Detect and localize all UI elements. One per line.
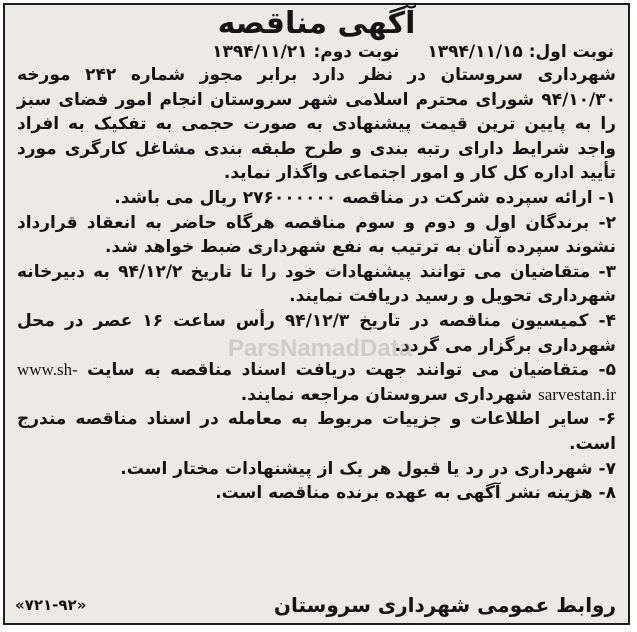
item-5-text-end: شهرداری سروستان مراجعه نمایند. <box>240 384 533 405</box>
notice-title: آگهی مناقصه <box>217 6 416 41</box>
second-publication-date: نوبت دوم: ۱۳۹۴/۱۱/۲۱ <box>212 42 400 62</box>
item-5 <box>17 358 616 407</box>
item-2: ۲- برندگان اول و دوم و سوم مناقصه هرگاه حاضر به انعقاد قرارداد نشوند سپرده آنان به ترتیب به نفع شهرداری ضبط خواهد شد. <box>17 212 616 258</box>
item-3: ۳- متقاضیان می توانند پیشنهادات خود را تا تاریخ ۹۴/۱۲/۲ به دبیرخانه شهرداری تحویل و رسید دریافت نمایند. <box>17 261 617 307</box>
notice-code: «۷۲۱-۹۲» <box>15 596 87 614</box>
notice-footer <box>15 593 616 617</box>
notice-body <box>5 63 628 506</box>
tender-notice <box>3 3 630 625</box>
item-8: ۸- هزینه نشر آگهی به عهده برنده مناقصه است. <box>215 483 616 504</box>
intro-paragraph: شهرداری سروستان در نظر دارد برابر مجوز شماره ۲۴۲ مورخه ۹۴/۱۰/۳۰ شورای محترم اسلامی شهر سروستان انجام امور فضای سبز را به پایین ترین قیمت پیشنهادی به صورت حجمی به تفکیک به افراد واجد شرایط دارای رتبه بندی و طرح طبقه بندی مشاغل کارگری مورد تأیید اداره کل کار و امور اجتماعی واگذار نماید. <box>17 65 617 184</box>
item-5-text: ۵- متقاضیان می توانند جهت دریافت اسناد مناقصه به سایت <box>87 360 616 381</box>
publication-dates <box>5 41 628 63</box>
item-4: ۴- کمیسیون مناقصه در تاریخ ۹۴/۱۲/۳ رأس ساعت ۱۶ عصر در محل شهرداری برگزار می گردد. <box>17 310 616 356</box>
first-publication-date: نوبت اول: ۱۳۹۴/۱۱/۱۵ <box>427 42 614 62</box>
item-6: ۶- سایر اطلاعات و جزییات مربوط به معامله در اسناد مناقصه مندرج است. <box>17 409 616 454</box>
website-url: www.sh-sarvestan.ir <box>17 360 616 404</box>
item-1: ۱- ارائه سپرده شرکت در مناقصه ۲۷۶۰۰۰۰۰۰ ریال می باشد. <box>114 187 616 208</box>
item-7: ۷- شهرداری در رد یا قبول هر یک از پیشنهادات مختار است. <box>120 458 616 479</box>
watermark: ParsNamadData <box>227 335 413 362</box>
signature: روابط عمومی شهرداری سروستان <box>273 593 616 617</box>
